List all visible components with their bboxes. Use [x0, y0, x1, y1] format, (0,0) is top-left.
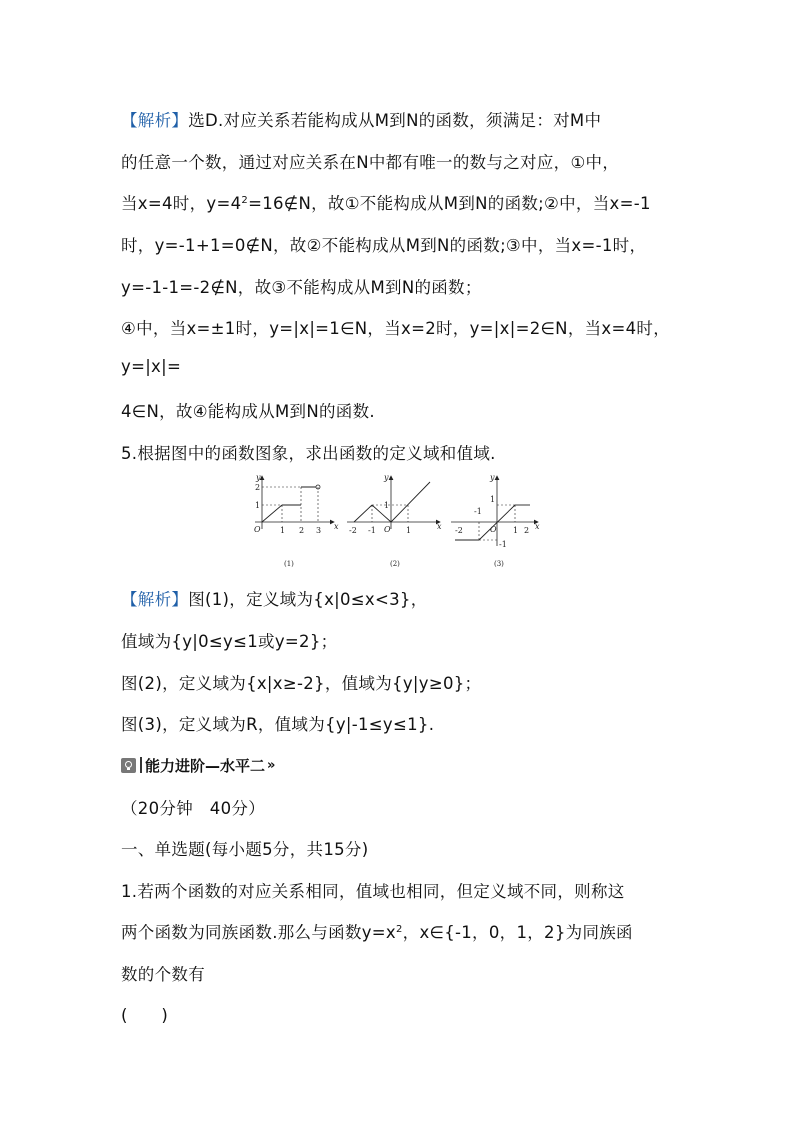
- analysis2-line-2: 值域为{y|0≤y≤1或y=2}；: [121, 632, 338, 651]
- graph-3: [451, 474, 540, 568]
- question-1-line-2: 两个函数为同族函数.那么与函数$y=x^2$，x∈{-1，0，1，2}为同族函: [121, 923, 633, 942]
- analysis-line-8: 4∈N，故④能构成从M到N的函数.: [121, 402, 375, 421]
- analysis2-line-4: 图(3)，定义域为R，值域为{y|-1≤y≤1}.: [121, 715, 435, 734]
- svg-text:-2: -2: [349, 526, 357, 535]
- svg-text:-2: -2: [455, 526, 463, 535]
- section-banner: [121, 755, 275, 775]
- analysis-tag: 【解析】: [121, 111, 189, 130]
- svg-text:-1: -1: [499, 540, 507, 549]
- svg-text:2: 2: [255, 483, 261, 492]
- analysis-line-3: 当x=4时，$y=4^2=16\notin N$，故①不能构成从M到N的函数;②中，当x=-1: [121, 194, 651, 213]
- svg-text:y: y: [490, 474, 495, 482]
- analysis-line-6: ④中，当x=±1时，y=|x|=1∈N，当x=2时，y=|x|=2∈N，当x=4时，: [121, 319, 671, 338]
- answer-blank: ( ): [121, 1006, 169, 1025]
- svg-text:O: O: [254, 525, 261, 534]
- analysis-tag: 【解析】: [121, 590, 189, 609]
- svg-text:1: 1: [513, 526, 519, 535]
- analysis-line-7: y=|x|=: [121, 357, 182, 376]
- function-graphs-figure: [250, 474, 550, 574]
- section-banner-title: 能力进阶—水平二: [145, 756, 266, 775]
- double-chevron-icon: »: [267, 757, 276, 773]
- question-1-line-1: 1.若两个函数的对应关系相同，值域也相同，但定义域不同，则称这: [121, 882, 625, 901]
- svg-text:y: y: [256, 474, 261, 482]
- graph-3-caption: (3): [494, 560, 504, 568]
- svg-text:-1: -1: [474, 507, 482, 516]
- graph-2: [347, 474, 442, 568]
- svg-text:x: x: [437, 522, 442, 531]
- svg-text:1: 1: [384, 501, 390, 510]
- svg-text:x: x: [334, 522, 339, 531]
- graph-1: [254, 474, 339, 568]
- svg-text:1: 1: [490, 495, 496, 504]
- lightbulb-icon: [121, 758, 136, 773]
- analysis2-line-3: 图(2)，定义域为{x|x≥-2}，值域为{y|y≥0}；: [121, 674, 482, 693]
- analysis-line-2: 的任意一个数，通过对应关系在N中都有唯一的数与之对应，①中，: [121, 153, 620, 172]
- time-score: （20分钟 40分）: [121, 799, 265, 818]
- svg-text:1: 1: [280, 526, 286, 535]
- part-title: 一、单选题(每小题5分，共15分): [121, 840, 369, 859]
- svg-text:x: x: [535, 522, 540, 531]
- svg-text:2: 2: [524, 526, 530, 535]
- graph-2-caption: (2): [390, 560, 400, 568]
- svg-text:1: 1: [255, 501, 261, 510]
- svg-text:O: O: [384, 525, 391, 534]
- analysis-line-1: 【解析】选D.对应关系若能构成从M到N的函数，须满足：对M中: [121, 111, 602, 130]
- svg-text:y: y: [384, 474, 389, 482]
- analysis-line-4: 时，y=-1+1=0∉N，故②不能构成从M到N的函数;③中，当x=-1时，: [121, 236, 647, 255]
- graph-1-caption: (1): [284, 560, 294, 568]
- svg-text:3: 3: [316, 526, 322, 535]
- analysis-line-5: y=-1-1=-2∉N，故③不能构成从M到N的函数；: [121, 278, 482, 297]
- analysis2-line-1: 【解析】图(1)，定义域为{x|0≤x<3}，: [121, 590, 428, 609]
- question-1-line-3: 数的个数有: [121, 965, 205, 984]
- svg-text:-1: -1: [368, 526, 376, 535]
- svg-text:O: O: [490, 525, 497, 534]
- problem-5-text: 5.根据图中的函数图象，求出函数的定义域和值域.: [121, 444, 496, 463]
- function-graphs-svg: [250, 474, 550, 574]
- svg-text:2: 2: [299, 526, 305, 535]
- svg-text:1: 1: [406, 526, 412, 535]
